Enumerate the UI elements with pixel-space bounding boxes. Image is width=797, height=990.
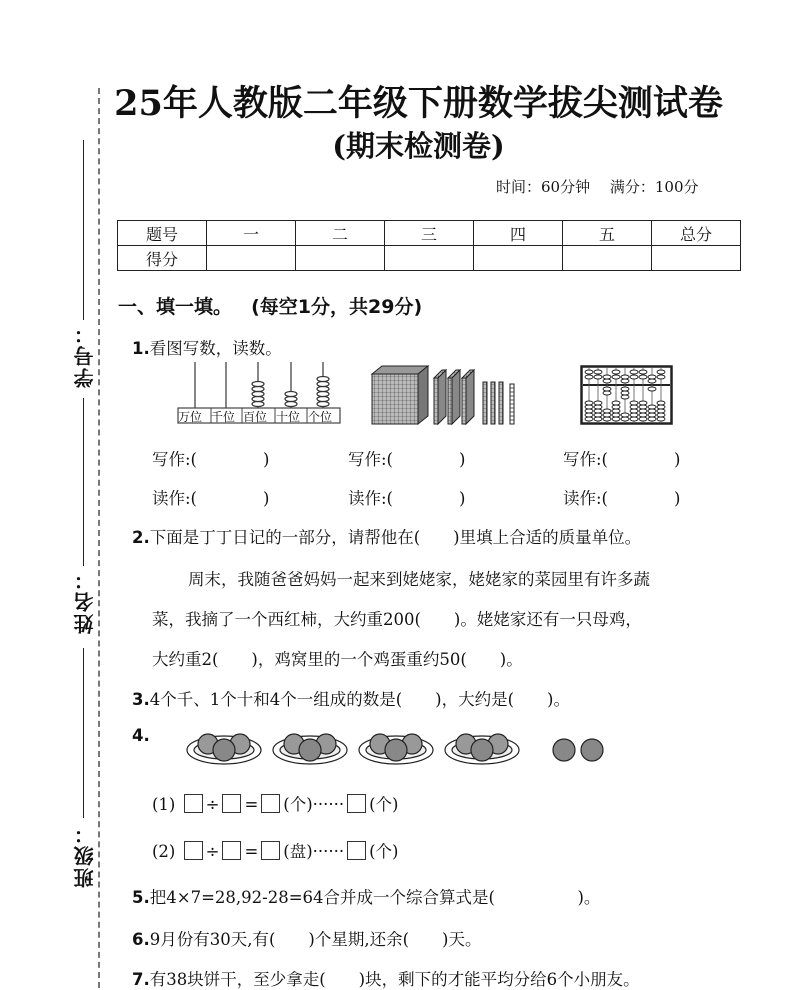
- div-sign: ÷: [205, 795, 220, 814]
- student-id-label: 学号：: [73, 322, 97, 388]
- question-3: [132, 686, 570, 710]
- abacus-label: 十位: [276, 410, 301, 424]
- eq-sign: =: [244, 795, 259, 814]
- abacus-figure: [580, 365, 673, 425]
- question-text: 9月份有30天,有( )个星期,还余( )天。: [149, 930, 482, 949]
- question-number: 7.: [132, 970, 150, 989]
- section-title: 一、填一填。: [118, 296, 233, 318]
- question-number: 4.: [132, 726, 150, 745]
- table-cell: 二: [296, 221, 385, 246]
- write-blank-3[interactable]: 写作:( ): [563, 450, 681, 469]
- side-rule: [83, 140, 84, 320]
- unit-text: (盘)······: [283, 842, 345, 861]
- question-2: [132, 524, 641, 548]
- write-blank-1[interactable]: 写作:( ): [152, 450, 270, 469]
- q4-sub1: [152, 791, 399, 815]
- table-cell: 一: [207, 221, 296, 246]
- diary-line: 周末，我随爸爸妈妈一起来到姥姥家，姥姥家的菜园里有许多蔬: [188, 570, 650, 589]
- question-5: [132, 884, 600, 908]
- class-label: 班级：: [73, 822, 97, 888]
- diary-line: 大约重2( )，鸡窝里的一个鸡蛋重约50( )。: [152, 650, 523, 669]
- oranges-on-plates-figure: [186, 720, 616, 768]
- side-rule: [83, 648, 84, 818]
- answer-box[interactable]: [347, 841, 366, 860]
- table-cell: 题号: [118, 221, 207, 246]
- table-cell: 得分: [118, 246, 207, 271]
- question-text: 把4×7=28,92-28=64合并成一个综合算式是( )。: [149, 888, 601, 907]
- section-heading: [118, 292, 422, 319]
- q4-sub2: [152, 838, 399, 862]
- score-table-score-row: [118, 246, 741, 271]
- side-rule: [83, 398, 84, 566]
- section-note: (每空1分，共29分): [251, 296, 423, 318]
- question-text: 有38块饼干，至少拿走( )块，剩下的才能平均分给6个小朋友。: [149, 970, 640, 989]
- score-input-cell[interactable]: [563, 246, 652, 271]
- score-input-cell[interactable]: [296, 246, 385, 271]
- unit-text: (个): [369, 795, 399, 814]
- unit-text: (个): [369, 842, 399, 861]
- page-title: 25年人教版二年级下册数学拔尖测试卷: [114, 83, 723, 124]
- question-text: 下面是丁丁日记的一部分，请帮他在( )里填上合适的质量单位。: [149, 528, 642, 547]
- write-blank-2[interactable]: 写作:( ): [348, 450, 466, 469]
- answer-box[interactable]: [184, 841, 203, 860]
- abacus-label: 个位: [308, 410, 333, 424]
- read-blank-2[interactable]: 读作:( ): [348, 489, 466, 508]
- answer-box[interactable]: [222, 794, 241, 813]
- question-number: 5.: [132, 888, 150, 907]
- exam-meta: 时间：60分钟 满分：100分: [496, 178, 699, 196]
- score-table: [117, 220, 741, 271]
- answer-box[interactable]: [347, 794, 366, 813]
- question-1: [132, 335, 282, 359]
- unit-text: (个)······: [283, 795, 345, 814]
- table-cell: 四: [474, 221, 563, 246]
- question-text: 看图写数，读数。: [149, 339, 282, 358]
- answer-box[interactable]: [184, 794, 203, 813]
- table-cell: 三: [385, 221, 474, 246]
- answer-box[interactable]: [261, 794, 280, 813]
- read-blank-1[interactable]: 读作:( ): [152, 489, 270, 508]
- question-number: 3.: [132, 690, 150, 709]
- question-4: [132, 726, 150, 745]
- question-number: 1.: [132, 339, 150, 358]
- table-cell: 总分: [652, 221, 741, 246]
- diary-line: 菜，我摘了一个西红柿，大约重200( )。姥姥家还有一只母鸡，: [152, 610, 642, 629]
- plate-group: [187, 734, 261, 764]
- abacus-label: 万位: [178, 410, 203, 424]
- div-sign: ÷: [205, 842, 220, 861]
- abacus-label: 百位: [243, 410, 268, 424]
- table-cell: 五: [563, 221, 652, 246]
- score-input-cell[interactable]: [207, 246, 296, 271]
- question-text: 4个千、1个十和4个一组成的数是( )，大约是( )。: [149, 690, 570, 709]
- answer-box[interactable]: [261, 841, 280, 860]
- name-label: 姓名：: [73, 568, 97, 634]
- sub-label: (2): [152, 842, 176, 861]
- abacus-label: 千位: [211, 410, 236, 424]
- question-number: 2.: [132, 528, 150, 547]
- score-input-cell[interactable]: [652, 246, 741, 271]
- base-ten-blocks-figure: [370, 364, 525, 428]
- read-blank-3[interactable]: 读作:( ): [563, 489, 681, 508]
- page-subtitle: (期末检测卷): [332, 129, 505, 163]
- eq-sign: =: [244, 842, 259, 861]
- question-6: [132, 926, 481, 950]
- answer-box[interactable]: [222, 841, 241, 860]
- sub-label: (1): [152, 795, 176, 814]
- question-7: [132, 966, 640, 990]
- question-number: 6.: [132, 930, 150, 949]
- score-input-cell[interactable]: [385, 246, 474, 271]
- score-table-header-row: [118, 221, 741, 246]
- score-input-cell[interactable]: [474, 246, 563, 271]
